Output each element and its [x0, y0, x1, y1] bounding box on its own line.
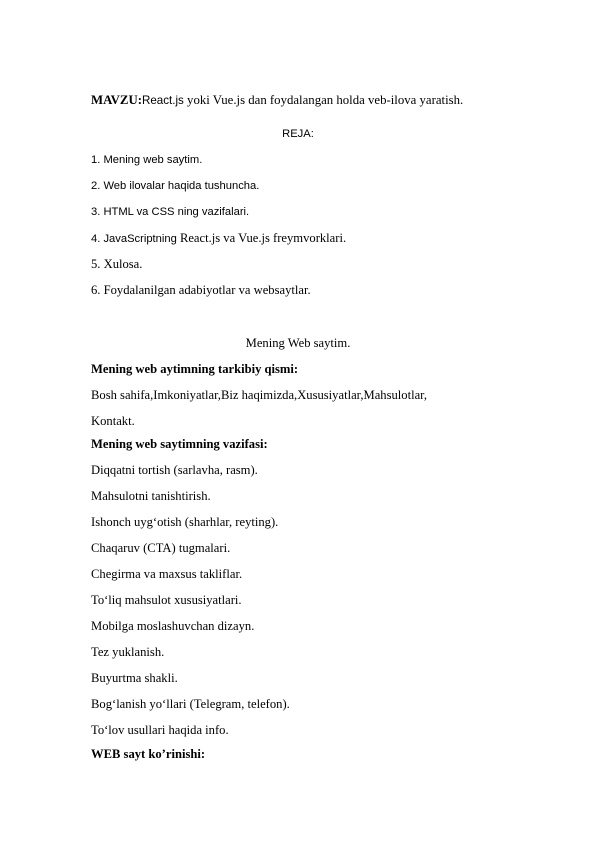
purpose-item: Mahsulotni tanishtirish.	[91, 489, 211, 503]
title-label: MAVZU:	[91, 93, 142, 107]
section-title: Mening Web saytim.	[245, 336, 351, 350]
purpose-item: Buyurtma shakli.	[91, 671, 178, 685]
purpose-item: Chegirma va maxsus takliflar.	[91, 567, 243, 581]
purpose-item: Bog‘lanish yo‘llari (Telegram, telefon).	[91, 697, 290, 711]
plan-item-sans-part: 4. JavaScriptning	[91, 233, 180, 245]
purpose-item: Ishonch uyg‘otish (sharhlar, reyting).	[91, 515, 279, 529]
purpose-item: Diqqatni tortish (sarlavha, rasm).	[91, 463, 258, 477]
structure-line: Bosh sahifa,Imkoniyatlar,Biz haqimizda,Xususiyatlar,Mahsulotlar,	[91, 388, 427, 402]
plan-heading: REJA:	[282, 128, 314, 140]
plan-item	[91, 230, 346, 247]
plan-item: 6. Foydalanilgan adabiyotlar va websaytlar.	[91, 283, 311, 297]
plan-item: 5. Xulosa.	[91, 257, 143, 271]
structure-heading: Mening web aytimning tarkibiy qismi:	[91, 362, 299, 376]
purpose-heading: Mening web saytimning vazifasi:	[91, 437, 268, 451]
view-heading: WEB sayt ko’rinishi:	[91, 747, 206, 761]
purpose-item: Mobilga moslashuvchan dizayn.	[91, 619, 255, 633]
plan-item-serif-part: React.js va Vue.js freymvorklari.	[179, 231, 347, 245]
purpose-item: To‘liq mahsulot xususiyatlari.	[91, 593, 242, 607]
plan-item: 3. HTML va CSS ning vazifalari.	[91, 206, 250, 218]
title-text-b: yoki Vue.js dan foydalangan holda veb-ilova yaratish.	[183, 93, 464, 107]
document-title	[91, 92, 463, 109]
purpose-item: To‘lov usullari haqida info.	[91, 723, 229, 737]
structure-line: Kontakt.	[91, 414, 135, 428]
purpose-item: Tez yuklanish.	[91, 645, 165, 659]
purpose-item: Chaqaruv (CTA) tugmalari.	[91, 541, 231, 555]
plan-item: 1. Mening web saytim.	[91, 154, 203, 166]
plan-item: 2. Web ilovalar haqida tushuncha.	[91, 180, 260, 192]
title-text-a: React.js	[141, 94, 184, 107]
